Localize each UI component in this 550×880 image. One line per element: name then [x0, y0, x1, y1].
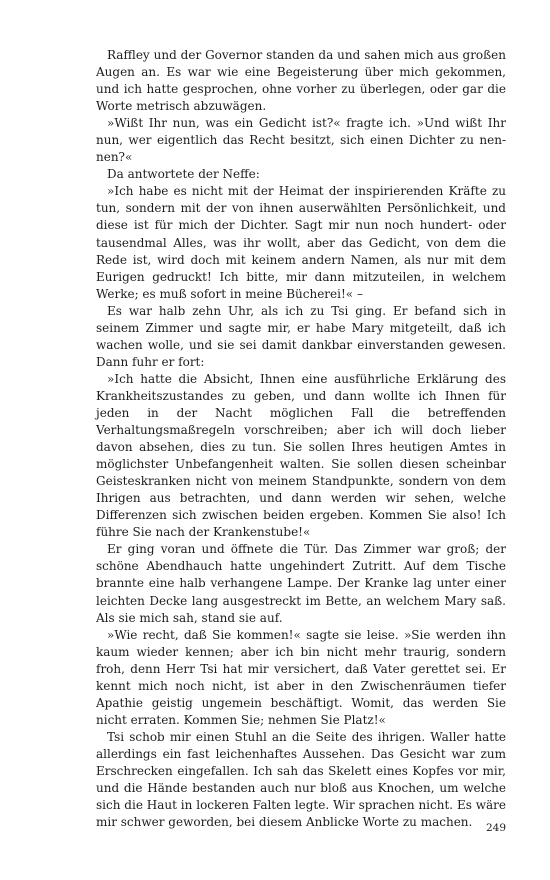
paragraph-7: Er ging voran und öffnete die Tür. Das Zimmer war groß; der schöne Abendhauch hatte ungehindert Zutritt. Auf dem Tische brannte eine halb verhangene Lampe. Der Kranke lag unter einer leichten Decke lang ausgestreckt im Bette, an welchem Mary saß. Als sie mich sah, stand sie auf. — [96, 542, 506, 625]
paragraph-8: »Wie recht, daß Sie kommen!« sagte sie leise. »Sie werden ihn kaum wieder kennen; aber ich bin nicht mehr traurig, sondern froh, denn Herr Tsi hat mir versichert, daß Vater gerettet sei. Er kennt mich noch nicht, ist aber in den Zwischenräumen tiefer Apathie geistig ungemein beschäftigt. Womit, das werden Sie nicht erraten. Kommen Sie; nehmen Sie Platz!« — [96, 627, 506, 727]
paragraph-5: Es war halb zehn Uhr, als ich zu Tsi ging. Er befand sich in seinem Zimmer und sagte mir, er habe Mary mitgeteilt, daß ich wachen wolle, und sie sei damit dankbar einverstanden gewesen. Dann fuhr er fort: — [96, 303, 506, 369]
paragraph-6: »Ich hatte die Absicht, Ihnen eine ausführliche Erklärung des Krankheitszustandes zu geben, und dann wollte ich Ihnen für jeden in der Nacht möglichen Fall die betreffenden Verhaltungsmaßregeln vorschreiben; aber ich will doch lieber davon absehen, dies zu tun. Sie sollen Ihres heutigen Amtes in möglichster Unbefangenheit walten. Sie sollen diesen scheinbar Geisteskranken nicht von meinem Standpunkte, sondern von dem Ihrigen aus betrachten, und dann werden wir sehen, welche Differenzen sich zwischen beiden ergeben. Kommen Sie also! Ich führe Sie nach der Krankenstube!« — [96, 371, 506, 540]
paragraph-9: Tsi schob mir einen Stuhl an die Seite des ihrigen. Waller hatte allerdings ein fast leichenhaftes Aussehen. Das Gesicht war zum Erschrecken eingefallen. Ich sah das Skelett eines Kopfes vor mir, und die Hände bestanden auch nur bloß aus Knochen, um welche sich die Haut in lockeren Falten legte. Wir sprachen nicht. Es wäre mir schwer geworden, bei diesem Anblicke Worte zu machen. — [96, 729, 506, 830]
paragraph-4: »Ich habe es nicht mit der Heimat der inspirierenden Kräfte zu tun, sondern mit der von ihnen auserwählten Persönlichkeit, und diese ist für mich der Dichter. Sagt mir nun noch hundert- oder tausendmal Alles, was ihr wollt, aber das Gedicht, von dem die Rede ist, wird doch mit keinem andern Namen, als nur mit dem Eurigen gedruckt! Ich bitte, mir dann mitzuteilen, in welchem Werke; es muß sofort in meine Bücherei!« – — [96, 184, 506, 301]
page-number: 249 — [485, 822, 506, 834]
book-page-text — [96, 47, 506, 831]
paragraph-2: »Wißt Ihr nun, was ein Gedicht ist?« fragte ich. »Und wißt Ihr nun, wer eigentlich das Recht besitzt, sich einen Dichter zu nennen?« — [96, 116, 506, 165]
paragraph-1: Raffley und der Governor standen da und sahen mich aus großen Augen an. Es war wie eine Begeisterung über mich gekommen, und ich hatte gesprochen, ohne vorher zu überlegen, oder gar die Worte metrisch abzuwägen. — [96, 48, 506, 114]
paragraph-3: Da antwortete der Neffe: — [107, 167, 260, 182]
